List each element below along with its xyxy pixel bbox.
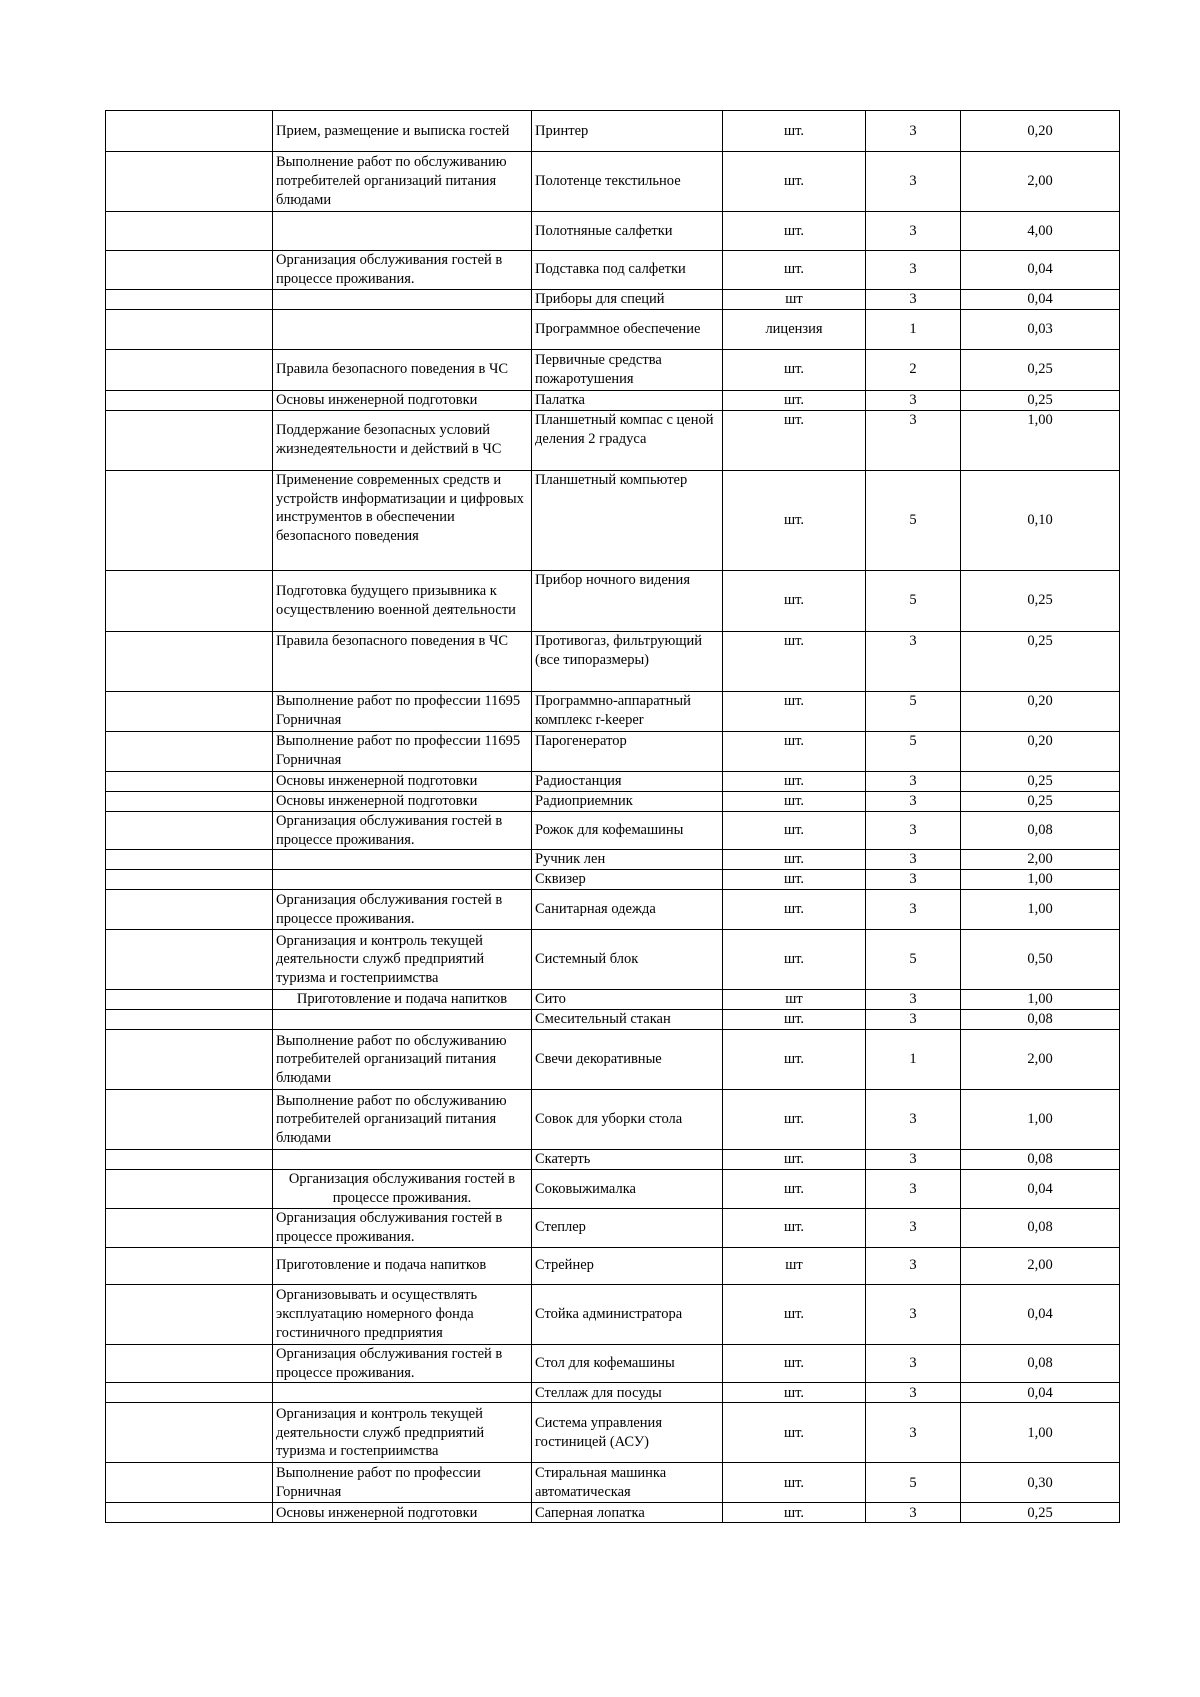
row-number-cell: [106, 791, 273, 811]
value-cell: 0,25: [961, 791, 1120, 811]
table-row: [106, 850, 1120, 870]
quantity-cell: 3: [866, 791, 961, 811]
item-cell: Стрейнер: [532, 1247, 723, 1284]
quantity-cell: 3: [866, 289, 961, 309]
table-row: [106, 1463, 1120, 1503]
unit-cell: шт.: [723, 890, 866, 930]
table-row: [106, 1090, 1120, 1150]
subject-cell: Прием, размещение и выписка гостей: [273, 111, 532, 152]
quantity-cell: 3: [866, 1383, 961, 1403]
item-cell: Радиостанция: [532, 771, 723, 791]
subject-cell: Выполнение работ по обслуживанию потребителей организаций питания блюдами: [273, 152, 532, 212]
quantity-cell: 3: [866, 111, 961, 152]
unit-cell: шт.: [723, 111, 866, 152]
row-number-cell: [106, 1030, 273, 1090]
item-cell: Программное обеспечение: [532, 309, 723, 349]
table-row: [106, 1010, 1120, 1030]
value-cell: 0,20: [961, 691, 1120, 731]
table-row: [106, 1344, 1120, 1383]
item-cell: Свечи декоративные: [532, 1030, 723, 1090]
value-cell: 0,10: [961, 470, 1120, 570]
subject-cell: Приготовление и подача напитков: [273, 990, 532, 1010]
row-number-cell: [106, 152, 273, 212]
quantity-cell: 3: [866, 1284, 961, 1344]
item-cell: Полотняные салфетки: [532, 212, 723, 251]
value-cell: 0,08: [961, 811, 1120, 850]
subject-cell: [273, 309, 532, 349]
value-cell: 0,20: [961, 111, 1120, 152]
item-cell: Парогенератор: [532, 731, 723, 771]
quantity-cell: 3: [866, 1150, 961, 1170]
unit-cell: шт.: [723, 349, 866, 390]
unit-cell: шт.: [723, 870, 866, 890]
subject-cell: Выполнение работ по профессии 11695 Горничная: [273, 691, 532, 731]
unit-cell: шт.: [723, 771, 866, 791]
table-row: [106, 1284, 1120, 1344]
row-number-cell: [106, 890, 273, 930]
item-cell: Сито: [532, 990, 723, 1010]
table-row: [106, 870, 1120, 890]
item-cell: Первичные средства пожаротушения: [532, 349, 723, 390]
table-row: [106, 1247, 1120, 1284]
quantity-cell: 3: [866, 890, 961, 930]
value-cell: 1,00: [961, 1403, 1120, 1463]
subject-cell: Приготовление и подача напитков: [273, 1247, 532, 1284]
subject-cell: Выполнение работ по профессии Горничная: [273, 1463, 532, 1503]
item-cell: Стеллаж для посуды: [532, 1383, 723, 1403]
row-number-cell: [106, 631, 273, 691]
unit-cell: шт.: [723, 152, 866, 212]
quantity-cell: 3: [866, 990, 961, 1010]
subject-cell: Организация обслуживания гостей в процессе проживания.: [273, 1170, 532, 1209]
value-cell: 0,08: [961, 1344, 1120, 1383]
quantity-cell: 3: [866, 251, 961, 290]
unit-cell: шт.: [723, 731, 866, 771]
unit-cell: шт.: [723, 1503, 866, 1523]
value-cell: 0,25: [961, 771, 1120, 791]
table-row: [106, 890, 1120, 930]
unit-cell: шт.: [723, 930, 866, 990]
quantity-cell: 5: [866, 691, 961, 731]
unit-cell: шт.: [723, 791, 866, 811]
subject-cell: Организация обслуживания гостей в процессе проживания.: [273, 1209, 532, 1248]
item-cell: Приборы для специй: [532, 289, 723, 309]
subject-cell: Выполнение работ по обслуживанию потребителей организаций питания блюдами: [273, 1090, 532, 1150]
subject-cell: Поддержание безопасных условий жизнедеятельности и действий в ЧС: [273, 410, 532, 470]
row-number-cell: [106, 1403, 273, 1463]
table-row: [106, 930, 1120, 990]
table-row: [106, 349, 1120, 390]
row-number-cell: [106, 1010, 273, 1030]
item-cell: Санитарная одежда: [532, 890, 723, 930]
unit-cell: шт.: [723, 1403, 866, 1463]
item-cell: Стиральная машинка автоматическая: [532, 1463, 723, 1503]
item-cell: Подставка под салфетки: [532, 251, 723, 290]
row-number-cell: [106, 1463, 273, 1503]
value-cell: 2,00: [961, 152, 1120, 212]
table-row: [106, 570, 1120, 631]
value-cell: 0,50: [961, 930, 1120, 990]
quantity-cell: 3: [866, 1247, 961, 1284]
unit-cell: шт.: [723, 390, 866, 410]
row-number-cell: [106, 410, 273, 470]
unit-cell: шт.: [723, 1170, 866, 1209]
table-row: [106, 1383, 1120, 1403]
value-cell: 2,00: [961, 1247, 1120, 1284]
table-row: [106, 470, 1120, 570]
unit-cell: шт.: [723, 251, 866, 290]
row-number-cell: [106, 1284, 273, 1344]
subject-cell: Организация обслуживания гостей в процессе проживания.: [273, 811, 532, 850]
row-number-cell: [106, 289, 273, 309]
value-cell: 1,00: [961, 1090, 1120, 1150]
value-cell: 0,08: [961, 1209, 1120, 1248]
value-cell: 0,03: [961, 309, 1120, 349]
value-cell: 1,00: [961, 410, 1120, 470]
value-cell: 4,00: [961, 212, 1120, 251]
row-number-cell: [106, 1344, 273, 1383]
unit-cell: шт.: [723, 1209, 866, 1248]
unit-cell: шт.: [723, 410, 866, 470]
value-cell: 0,04: [961, 1284, 1120, 1344]
row-number-cell: [106, 212, 273, 251]
table-row: [106, 111, 1120, 152]
unit-cell: шт.: [723, 1030, 866, 1090]
subject-cell: Основы инженерной подготовки: [273, 771, 532, 791]
item-cell: Скатерть: [532, 1150, 723, 1170]
unit-cell: шт: [723, 1247, 866, 1284]
quantity-cell: 3: [866, 1503, 961, 1523]
item-cell: Стойка администратора: [532, 1284, 723, 1344]
table-row: [106, 990, 1120, 1010]
subject-cell: [273, 1010, 532, 1030]
quantity-cell: 3: [866, 1209, 961, 1248]
quantity-cell: 5: [866, 731, 961, 771]
subject-cell: Организация обслуживания гостей в процессе проживания.: [273, 890, 532, 930]
unit-cell: шт.: [723, 850, 866, 870]
table-row: [106, 631, 1120, 691]
item-cell: Рожок для кофемашины: [532, 811, 723, 850]
quantity-cell: 3: [866, 410, 961, 470]
subject-cell: Основы инженерной подготовки: [273, 1503, 532, 1523]
unit-cell: шт.: [723, 1284, 866, 1344]
quantity-cell: 3: [866, 1170, 961, 1209]
quantity-cell: 3: [866, 850, 961, 870]
unit-cell: шт.: [723, 212, 866, 251]
table-row: [106, 691, 1120, 731]
unit-cell: шт.: [723, 631, 866, 691]
subject-cell: Организация обслуживания гостей в процессе проживания.: [273, 1344, 532, 1383]
value-cell: 0,04: [961, 1170, 1120, 1209]
unit-cell: шт.: [723, 470, 866, 570]
quantity-cell: 3: [866, 390, 961, 410]
subject-cell: [273, 1383, 532, 1403]
unit-cell: шт: [723, 990, 866, 1010]
item-cell: Принтер: [532, 111, 723, 152]
subject-cell: Правила безопасного поведения в ЧС: [273, 631, 532, 691]
value-cell: 1,00: [961, 990, 1120, 1010]
unit-cell: шт.: [723, 811, 866, 850]
quantity-cell: 3: [866, 870, 961, 890]
item-cell: Сквизер: [532, 870, 723, 890]
value-cell: 0,04: [961, 289, 1120, 309]
unit-cell: шт.: [723, 1463, 866, 1503]
unit-cell: шт: [723, 289, 866, 309]
item-cell: Совок для уборки стола: [532, 1090, 723, 1150]
table-row: [106, 390, 1120, 410]
subject-cell: Правила безопасного поведения в ЧС: [273, 349, 532, 390]
subject-cell: Организовывать и осуществлять эксплуатацию номерного фонда гостиничного предприятия: [273, 1284, 532, 1344]
subject-cell: [273, 870, 532, 890]
unit-cell: шт.: [723, 1383, 866, 1403]
row-number-cell: [106, 1247, 273, 1284]
item-cell: Противогаз, фильтрующий (все типоразмеры): [532, 631, 723, 691]
table-row: [106, 1209, 1120, 1248]
quantity-cell: 3: [866, 152, 961, 212]
quantity-cell: 3: [866, 212, 961, 251]
value-cell: 0,25: [961, 390, 1120, 410]
table-row: [106, 771, 1120, 791]
row-number-cell: [106, 930, 273, 990]
value-cell: 0,04: [961, 251, 1120, 290]
quantity-cell: 5: [866, 1463, 961, 1503]
row-number-cell: [106, 1503, 273, 1523]
quantity-cell: 1: [866, 309, 961, 349]
quantity-cell: 3: [866, 1344, 961, 1383]
value-cell: 0,04: [961, 1383, 1120, 1403]
quantity-cell: 3: [866, 811, 961, 850]
item-cell: Смесительный стакан: [532, 1010, 723, 1030]
table-row: [106, 731, 1120, 771]
unit-cell: шт.: [723, 570, 866, 631]
quantity-cell: 3: [866, 1403, 961, 1463]
item-cell: Полотенце текстильное: [532, 152, 723, 212]
subject-cell: [273, 212, 532, 251]
value-cell: 0,30: [961, 1463, 1120, 1503]
table-row: [106, 309, 1120, 349]
quantity-cell: 5: [866, 470, 961, 570]
equipment-table: [105, 110, 1120, 1523]
subject-cell: [273, 1150, 532, 1170]
table-row: [106, 1150, 1120, 1170]
row-number-cell: [106, 309, 273, 349]
unit-cell: шт.: [723, 1090, 866, 1150]
table-row: [106, 1170, 1120, 1209]
row-number-cell: [106, 349, 273, 390]
table-row: [106, 251, 1120, 290]
row-number-cell: [106, 1383, 273, 1403]
value-cell: 1,00: [961, 890, 1120, 930]
item-cell: Планшетный компас с ценой деления 2 градуса: [532, 410, 723, 470]
row-number-cell: [106, 111, 273, 152]
row-number-cell: [106, 251, 273, 290]
row-number-cell: [106, 470, 273, 570]
quantity-cell: 3: [866, 1090, 961, 1150]
item-cell: Ручник лен: [532, 850, 723, 870]
item-cell: Планшетный компьютер: [532, 470, 723, 570]
value-cell: 0,25: [961, 631, 1120, 691]
subject-cell: Основы инженерной подготовки: [273, 791, 532, 811]
item-cell: Соковыжималка: [532, 1170, 723, 1209]
row-number-cell: [106, 390, 273, 410]
item-cell: Системный блок: [532, 930, 723, 990]
quantity-cell: 3: [866, 771, 961, 791]
subject-cell: [273, 850, 532, 870]
row-number-cell: [106, 990, 273, 1010]
item-cell: Прибор ночного видения: [532, 570, 723, 631]
value-cell: 0,25: [961, 349, 1120, 390]
quantity-cell: 2: [866, 349, 961, 390]
table-row: [106, 152, 1120, 212]
quantity-cell: 1: [866, 1030, 961, 1090]
quantity-cell: 3: [866, 631, 961, 691]
row-number-cell: [106, 771, 273, 791]
value-cell: 2,00: [961, 850, 1120, 870]
subject-cell: [273, 289, 532, 309]
table-row: [106, 410, 1120, 470]
row-number-cell: [106, 570, 273, 631]
row-number-cell: [106, 731, 273, 771]
item-cell: Радиоприемник: [532, 791, 723, 811]
item-cell: Система управления гостиницей (АСУ): [532, 1403, 723, 1463]
row-number-cell: [106, 811, 273, 850]
unit-cell: лицензия: [723, 309, 866, 349]
unit-cell: шт.: [723, 1150, 866, 1170]
row-number-cell: [106, 1090, 273, 1150]
table-row: [106, 1503, 1120, 1523]
item-cell: Стол для кофемашины: [532, 1344, 723, 1383]
row-number-cell: [106, 1170, 273, 1209]
row-number-cell: [106, 870, 273, 890]
value-cell: 0,20: [961, 731, 1120, 771]
subject-cell: Выполнение работ по профессии 11695 Горничная: [273, 731, 532, 771]
quantity-cell: 5: [866, 570, 961, 631]
subject-cell: Организация и контроль текущей деятельности служб предприятий туризма и гостеприимства: [273, 930, 532, 990]
subject-cell: Организация обслуживания гостей в процессе проживания.: [273, 251, 532, 290]
table-row: [106, 1030, 1120, 1090]
unit-cell: шт.: [723, 1010, 866, 1030]
value-cell: 0,08: [961, 1010, 1120, 1030]
subject-cell: Основы инженерной подготовки: [273, 390, 532, 410]
table-row: [106, 1403, 1120, 1463]
item-cell: Степлер: [532, 1209, 723, 1248]
subject-cell: Выполнение работ по обслуживанию потребителей организаций питания блюдами: [273, 1030, 532, 1090]
row-number-cell: [106, 1150, 273, 1170]
table-row: [106, 811, 1120, 850]
subject-cell: Подготовка будущего призывника к осуществлению военной деятельности: [273, 570, 532, 631]
table-row: [106, 791, 1120, 811]
item-cell: Палатка: [532, 390, 723, 410]
quantity-cell: 5: [866, 930, 961, 990]
value-cell: 0,25: [961, 1503, 1120, 1523]
value-cell: 2,00: [961, 1030, 1120, 1090]
table-row: [106, 212, 1120, 251]
row-number-cell: [106, 850, 273, 870]
value-cell: 1,00: [961, 870, 1120, 890]
item-cell: Программно-аппаратный комплекс r-keeper: [532, 691, 723, 731]
quantity-cell: 3: [866, 1010, 961, 1030]
row-number-cell: [106, 1209, 273, 1248]
item-cell: Саперная лопатка: [532, 1503, 723, 1523]
equipment-table-body: [106, 111, 1120, 1523]
table-row: [106, 289, 1120, 309]
subject-cell: Организация и контроль текущей деятельности служб предприятий туризма и гостеприимства: [273, 1403, 532, 1463]
row-number-cell: [106, 691, 273, 731]
value-cell: 0,25: [961, 570, 1120, 631]
subject-cell: Применение современных средств и устройств информатизации и цифровых инструментов в обеспечении безопасного поведения: [273, 470, 532, 570]
value-cell: 0,08: [961, 1150, 1120, 1170]
unit-cell: шт.: [723, 691, 866, 731]
unit-cell: шт.: [723, 1344, 866, 1383]
